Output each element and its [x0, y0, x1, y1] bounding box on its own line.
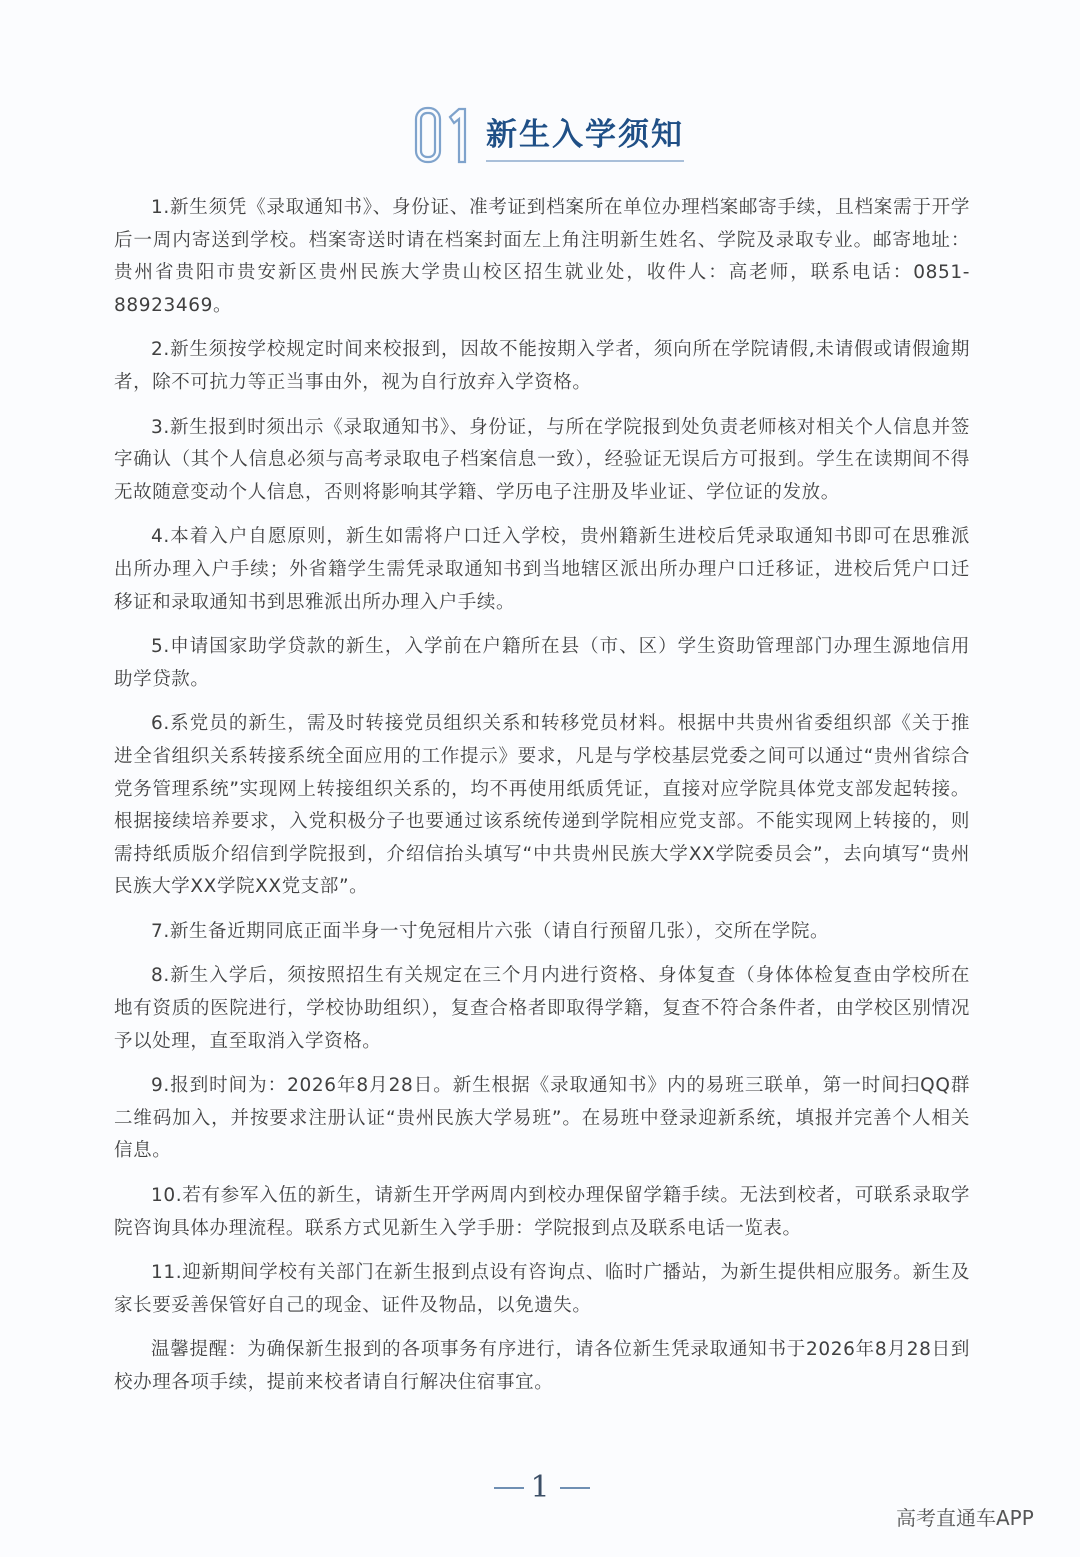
- notice-item-10: 10.若有参军入伍的新生，请新生开学两周内到校办理保留学籍手续。无法到校者，可联系录取学院咨询具体办理流程。联系方式见新生入学手册：学院报到点及联系电话一览表。: [114, 1185, 970, 1239]
- notice-item-3: 3.新生报到时须出示《录取通知书》、身份证，与所在学院报到处负责老师核对相关个人信息并签字确认（其个人信息必须与高考录取电子档案信息一致），经验证无误后方可报到。学生在读期间不得无故随意变动个人信息，否则将影响其学籍、学历电子注册及毕业证、学位证的发放。: [114, 416, 970, 503]
- section-number-graphic: [412, 105, 474, 167]
- notice-item-6: 6.系党员的新生，需及时转接党员组织关系和转移党员材料。根据中共贵州省委组织部《关于推进全省组织关系转接系统全面应用的工作提示》要求，凡是与学校基层党委之间可以通过“贵州省综合党务管理系统”实现网上转接组织关系的，均不再使用纸质凭证，直接对应学院具体党支部发起转接。根据接续培养要求，入党积极分子也要通过该系统传递到学院相应党支部。不能实现网上转接的，则需持纸质版介绍信到学院报到，介绍信抬头填写“中共贵州民族大学XX学院委员会”，去向填写“贵州民族大学XX学院XX党支部”。: [114, 713, 970, 898]
- section-header: [0, 105, 1080, 175]
- notice-item-4: 4.本着入户自愿原则，新生如需将户口迁入学校，贵州籍新生进校后凭录取通知书即可在思雅派出所办理入户手续；外省籍学生需凭录取通知书到当地辖区派出所办理户口迁移证，进校后凭户口迁移证和录取通知书到思雅派出所办理入户手续。: [114, 526, 970, 613]
- notice-body: [114, 192, 970, 1412]
- title-underline: [486, 160, 684, 162]
- page-number: 1: [530, 1470, 550, 1505]
- notice-item-1: 1.新生须凭《录取通知书》、身份证、准考证到档案所在单位办理档案邮寄手续，且档案需于开学后一周内寄送到学校。档案寄送时请在档案封面左上角注明新生姓名、学院及录取专业。邮寄地址：贵州省贵阳市贵安新区贵州民族大学贵山校区招生就业处，收件人：高老师，联系电话：0851-88923469。: [114, 197, 970, 316]
- notice-item-8: 8.新生入学后，须按照招生有关规定在三个月内进行资格、身体复查（身体体检复查由学校所在地有资质的医院进行，学校协助组织），复查合格者即取得学籍，复查不符合条件者，由学校区别情况予以处理，直至取消入学资格。: [114, 965, 970, 1052]
- page-dash-right: [560, 1487, 590, 1489]
- warm-reminder: 温馨提醒：为确保新生报到的各项事务有序进行，请各位新生凭录取通知书于2026年8月28日到校办理各项手续，提前来校者请自行解决住宿事宜。: [114, 1339, 970, 1393]
- notice-item-7: 7.新生备近期同底正面半身一寸免冠相片六张（请自行预留几张），交所在学院。: [151, 920, 830, 942]
- section-title: 新生入学须知: [486, 117, 684, 153]
- page-dash-left: [494, 1487, 524, 1489]
- notice-item-9: 9.报到时间为：2026年8月28日。新生根据《录取通知书》内的易班三联单，第一时间扫QQ群二维码加入，并按要求注册认证“贵州民族大学易班”。在易班中登录迎新系统，填报并完善个人相关信息。: [114, 1075, 970, 1162]
- notice-item-2: 2.新生须按学校规定时间来校报到，因故不能按期入学者，须向所在学院请假,未请假或请假逾期者，除不可抗力等正当事由外，视为自行放弃入学资格。: [114, 339, 970, 393]
- notice-item-5: 5.申请国家助学贷款的新生，入学前在户籍所在县（市、区）学生资助管理部门办理生源地信用助学贷款。: [114, 636, 970, 690]
- source-watermark: 高考直通车APP: [896, 1506, 1034, 1530]
- notice-item-11: 11.迎新期间学校有关部门在新生报到点设有咨询点、临时广播站，为新生提供相应服务。新生及家长要妥善保管好自己的现金、证件及物品，以免遗失。: [114, 1262, 970, 1316]
